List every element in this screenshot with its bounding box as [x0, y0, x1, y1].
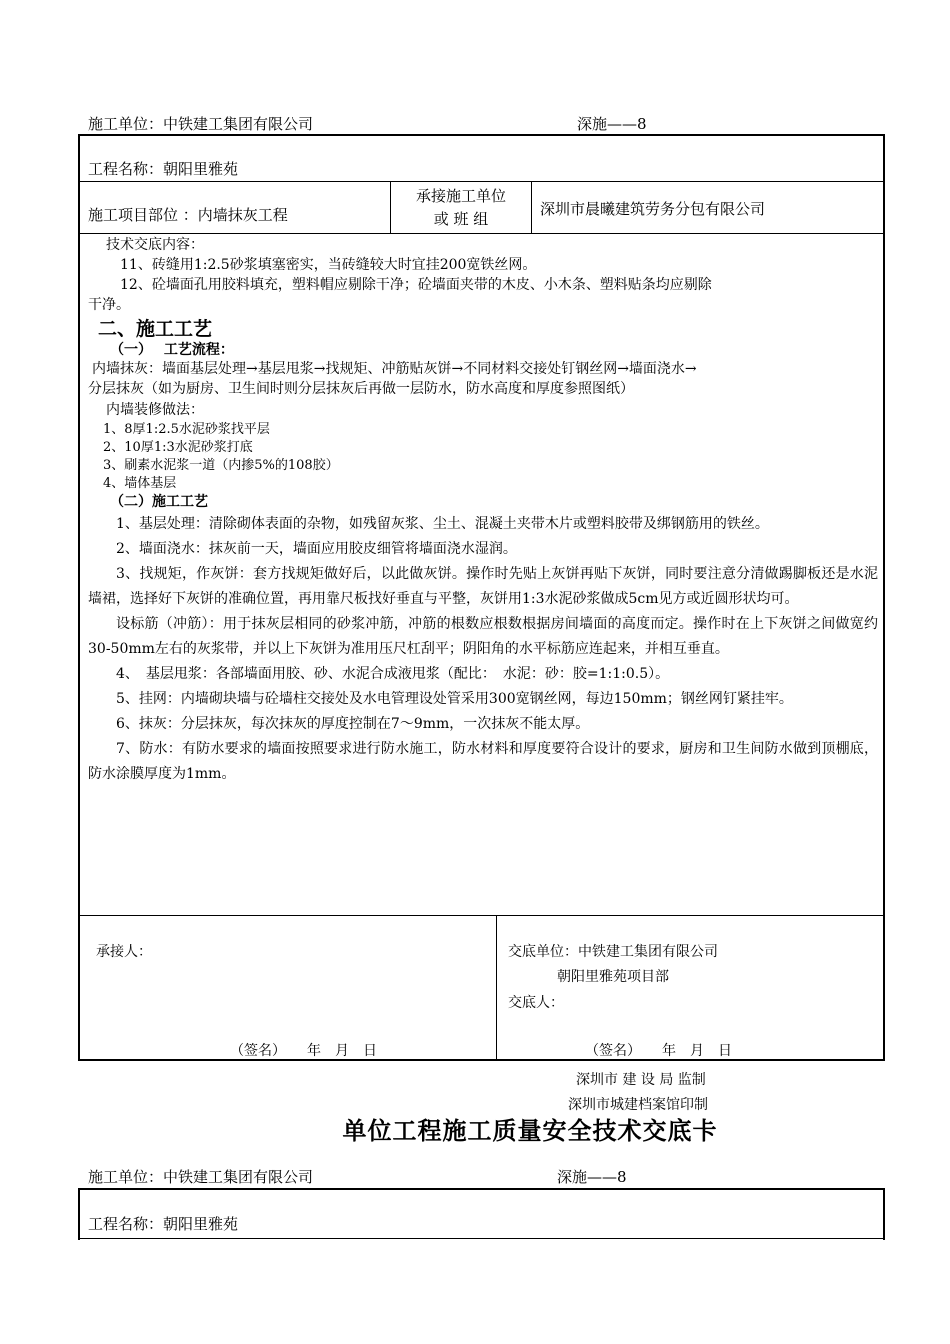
flow-line1: 内墙抹灰：墙面基层处理→基层甩浆→找规矩、冲筋贴灰饼→不同材料交接处钉钢丝网→墙面浇水→ [92, 361, 697, 377]
flow-line2: 分层抹灰（如为厨房、卫生间时则分层抹灰后再做一层防水，防水高度和厚度参照图纸） [88, 381, 634, 397]
process-text [88, 512, 878, 787]
item-11: 11、砖缝用1:2.5砂浆填塞密实，当砖缝较大时宜挂200宽铁丝网。 [120, 257, 537, 273]
next-row-divider [78, 1238, 885, 1239]
next-table-left-border [78, 1188, 80, 1240]
col-divider-sign [496, 915, 497, 1061]
table-bottom-border [78, 1059, 885, 1061]
method-4: 4、墙体基层 [103, 476, 177, 491]
method-3: 3、刷素水泥浆一道（内掺5%的108胶） [103, 458, 339, 473]
receiver-label: 承接人： [96, 944, 152, 960]
step-1: 1、基层处理：清除砌体表面的杂物，如残留灰浆、尘土、混凝土夹带木片或塑料胶带及绑钢筋用的铁丝。 [116, 516, 769, 532]
contractor-label-2: 或 班 组 [433, 210, 489, 228]
next-page-title: 单位工程施工质量安全技术交底卡 [342, 1117, 718, 1145]
issuer-label: 交底人： [508, 995, 564, 1011]
next-table-right-border [883, 1188, 885, 1240]
next-header-code: 深施——8 [557, 1168, 627, 1186]
table-left-border [78, 134, 80, 1061]
footer-print: 深圳市城建档案馆印制 [568, 1097, 708, 1113]
subsection-1-heading: （一） 工艺流程： [110, 342, 234, 358]
next-table-top-border [78, 1188, 885, 1190]
step-2: 2、墙面浇水：抹灰前一天，墙面应用胶皮细管将墙面浇水湿润。 [116, 541, 517, 557]
sign-date-left: （签名） 年 月 日 [230, 1043, 377, 1059]
next-header-unit: 施工单位：中铁建工集团有限公司 [88, 1168, 314, 1186]
section-2-heading: 二、施工工艺 [98, 318, 213, 340]
table-top-border [78, 134, 885, 136]
next-project-name: 工程名称：朝阳里雅苑 [88, 1215, 239, 1233]
step-3: 3、找规矩，作灰饼：套方找规矩做好后，以此做灰饼。操作时先贴上灰饼再贴下灰饼，同时要注意分清做踢脚板还是水泥墙裙，选择好下灰饼的准确位置，再用靠尺板找好垂直与平整，灰饼用1:3水泥砂浆做成5cm见方或近圆形状均可。 [88, 566, 878, 607]
table-right-border [883, 134, 885, 1061]
sign-date-right: （签名） 年 月 日 [585, 1043, 732, 1059]
method-title: 内墙装修做法： [106, 402, 204, 418]
step-3b: 设标筋（冲筋）：用于抹灰层相同的砂浆冲筋，冲筋的根数应根数根据房间墙面的高度而定。操作时在上下灰饼之间做宽约30-50mm左右的灰浆带，并以上下灰饼为准用压尺杠刮平；阴阳角的水平标筋应连起来，并相互垂直。 [88, 616, 878, 657]
project-dept: 施工项目部位 ：内墙抹灰工程 [88, 206, 288, 224]
issuer-dept: 朝阳里雅苑项目部 [557, 969, 669, 985]
contractor-value: 深圳市晨曦建筑劳务分包有限公司 [540, 200, 766, 218]
issuer-unit: 交底单位：中铁建工集团有限公司 [508, 944, 718, 960]
row-divider-3 [78, 915, 885, 916]
project-name: 工程名称：朝阳里雅苑 [88, 160, 239, 178]
contractor-label-1: 承接施工单位 [415, 187, 506, 205]
method-2: 2、10厚1:3水泥砂浆打底 [103, 440, 253, 455]
header-unit: 施工单位：中铁建工集团有限公司 [88, 115, 314, 133]
intro-label: 技术交底内容： [106, 237, 204, 253]
row-divider-1 [78, 181, 885, 182]
footer-supervise: 深圳市 建 设 局 监制 [576, 1072, 706, 1088]
step-4: 4、 基层甩浆：各部墙面用胶、砂、水泥合成液甩浆（配比： 水泥：砂：胶=1:1:0.5）。 [116, 666, 670, 682]
step-5: 5、挂网：内墙砌块墙与砼墙柱交接处及水电管理设处管采用300宽钢丝网，每边150mm；钢丝网钉紧挂牢。 [116, 691, 793, 707]
method-1: 1、8厚1:2.5水泥砂浆找平层 [103, 422, 270, 437]
header-code: 深施——8 [577, 115, 647, 133]
subsection-2-heading: （二）施工工艺 [110, 494, 208, 510]
row-divider-2 [78, 233, 885, 234]
item-12-line1: 12、砼墙面孔用胶料填充，塑料帽应剔除干净；砼墙面夹带的木皮、小木条、塑料贴条均应剔除 [120, 277, 712, 293]
step-6: 6、抹灰：分层抹灰，每次抹灰的厚度控制在7～9mm，一次抹灰不能太厚。 [116, 716, 590, 732]
col-divider-b [531, 181, 532, 233]
item-12-line2: 干净。 [88, 297, 130, 313]
step-7: 7、防水：有防水要求的墙面按照要求进行防水施工，防水材料和厚度要符合设计的要求，厨房和卫生间防水做到顶棚底，防水涂膜厚度为1mm。 [88, 741, 878, 782]
